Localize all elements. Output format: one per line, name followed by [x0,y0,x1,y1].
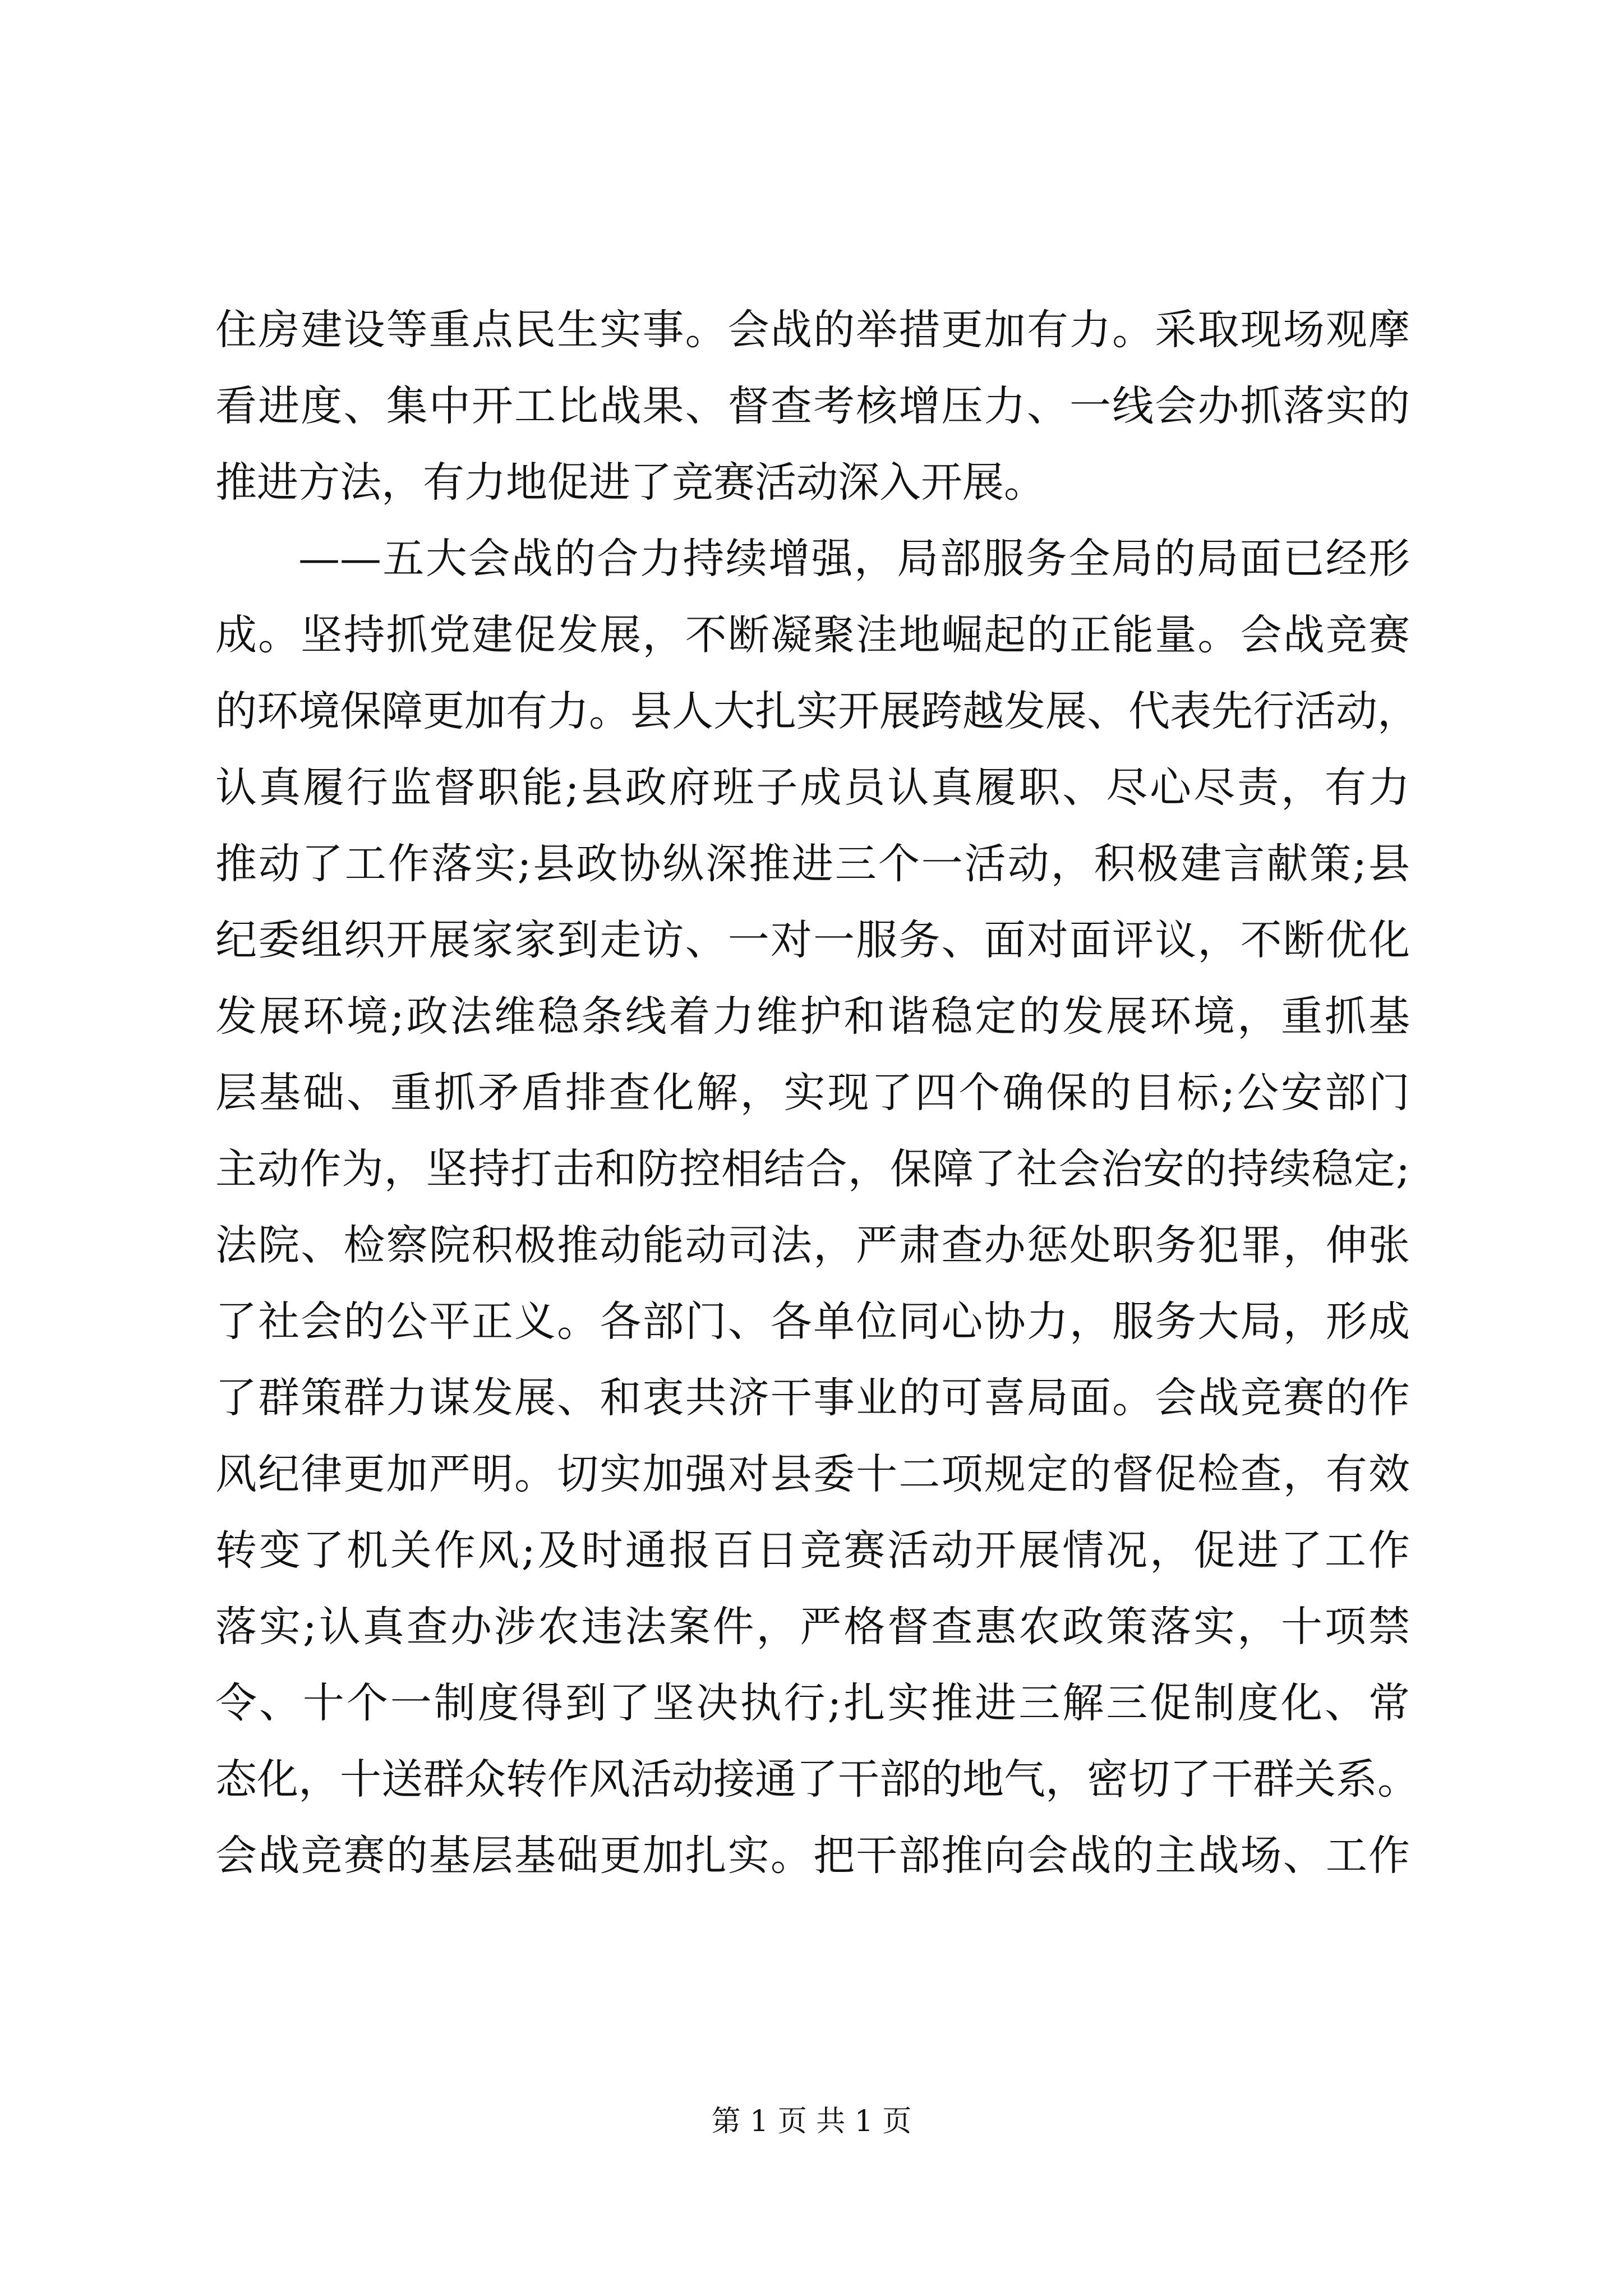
text-line: 态化，十送群众转作风活动接通了干部的地气，密切了干群关系。 [215,1755,1419,1803]
text-line: 住房建设等重点民生实事。会战的举措更加有力。采取现场观摩 [215,306,1410,354]
text-line: 看进度、集中开工比战果、督查考核增压力、一线会办抓落实的 [215,382,1410,430]
text-line: 推进方法，有力地促进了竞赛活动深入开展。 [215,458,1045,507]
text-line: 了群策群力谋发展、和衷共济干事业的可喜局面。会战竞赛的作 [215,1374,1410,1422]
text-line: 法院、检察院积极推动能动司法，严肃查办惩处职务犯罪，伸张 [215,1221,1410,1269]
page-footer: 第 1 页 共 1 页 [711,2105,912,2138]
text-line: 成。坚持抓党建促发展，不断凝聚洼地崛起的正能量。会战竞赛 [215,611,1410,659]
text-line: 落实;认真查办涉农违法案件，严格督查惠农政策落实，十项禁 [215,1603,1410,1651]
body-text [215,292,1419,1894]
text-line: 主动作为，坚持打击和防控相结合，保障了社会治安的持续稳定; [215,1145,1410,1193]
text-line: 了社会的公平正义。各部门、各单位同心协力，服务大局，形成 [215,1297,1410,1346]
text-line: 令、十个一制度得到了坚决执行;扎实推进三解三促制度化、常 [215,1679,1410,1727]
text-line: 风纪律更加严明。切实加强对县委十二项规定的督促检查，有效 [215,1450,1410,1498]
text-line: 会战竞赛的基层基础更加扎实。把干部推向会战的主战场、工作 [215,1832,1410,1880]
text-line: 推动了工作落实;县政协纵深推进三个一活动，积极建言献策;县 [215,840,1410,888]
text-line: 认真履行监督职能;县政府班子成员认真履职、尽心尽责，有力 [215,763,1410,812]
text-line: 的环境保障更加有力。县人大扎实开展跨越发展、代表先行活动， [215,687,1419,735]
text-line: 纪委组织开展家家到走访、一对一服务、面对面评议，不断优化 [215,916,1410,964]
text-line: 转变了机关作风;及时通报百日竞赛活动开展情况，促进了工作 [215,1526,1410,1575]
text-line: 发展环境;政法维稳条线着力维护和谐稳定的发展环境，重抓基 [215,992,1410,1041]
text-line: ——五大会战的合力持续增强，局部服务全局的局面已经形 [298,535,1410,583]
text-line: 层基础、重抓矛盾排查化解，实现了四个确保的目标;公安部门 [215,1069,1410,1117]
